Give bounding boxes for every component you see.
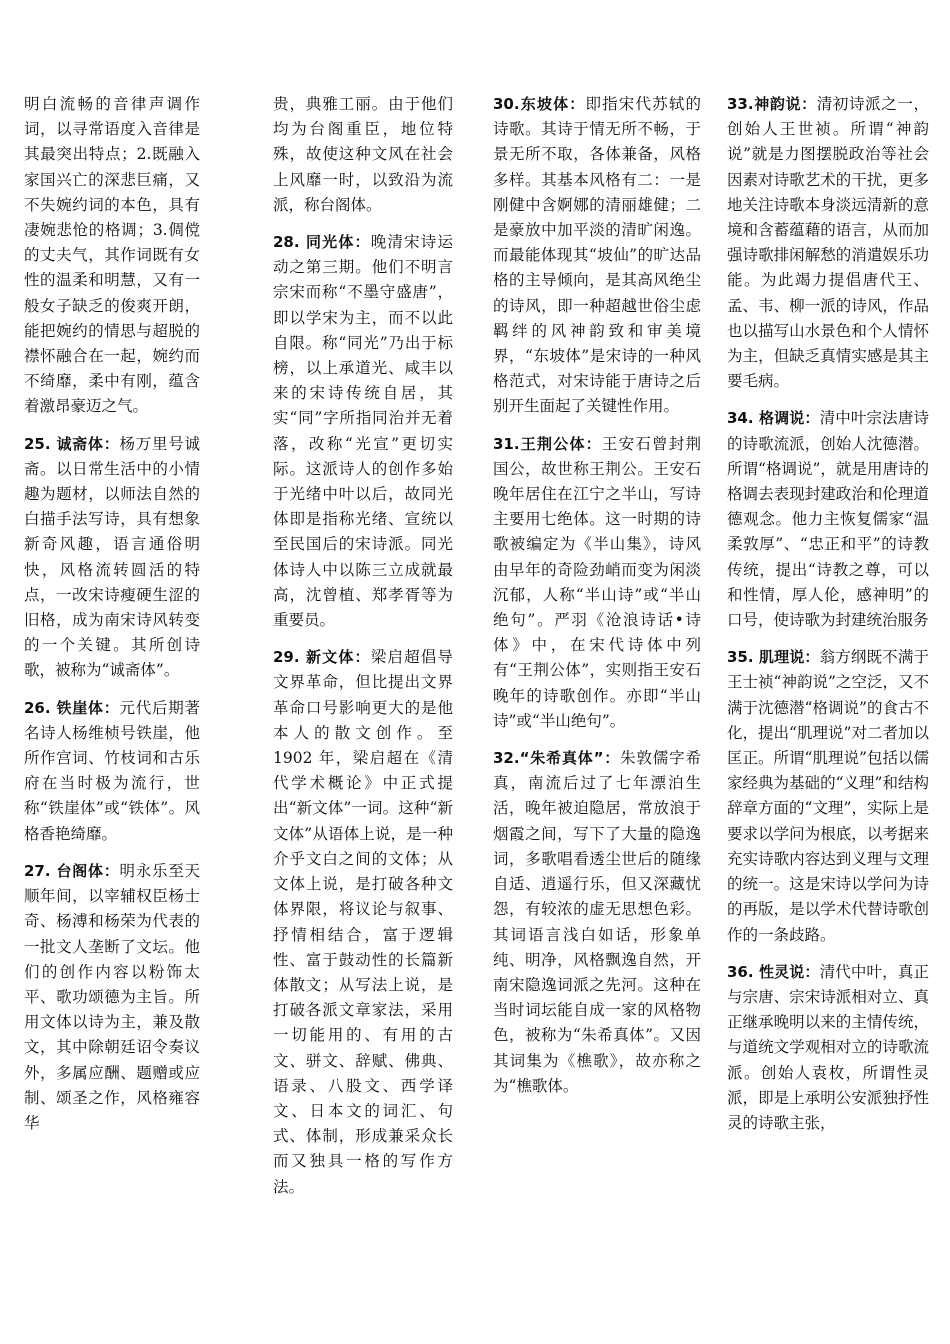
paragraph-text: 即指宋代苏轼的诗歌。其诗于情无所不畅，于景无所不取，各体兼备，风格多样。其基本风格有二：一是刚健中含婀娜的清丽雄健；二是豪放中加平淡的清旷闲逸。而最能体现其“坡仙”的旷达品格的主导倾向，是其高风绝尘的诗风，即一种超越世俗尘虑羁绊的风神韵致和审美境界，“东坡体”是宋诗的一种风格范式，对宋诗能于唐诗之后别开生面起了关键性作用。 (493, 95, 701, 416)
term-heading: 27. 台阁体： (24, 861, 120, 880)
paragraph-text: 元代后期著名诗人杨维桢号铁崖，他所作宫词、竹枝词和古乐府在当时极为流行，世称“铁崖体”或“铁体”。风格香艳绮靡。 (24, 698, 200, 843)
paragraph-text: 清代中叶，真正与宗唐、宗宋诗派相对立、真正继承晚明以来的主情传统，与道统文学观相对立的诗歌流派。创始人袁枚，所谓性灵派，即是上承明公安派独抒性灵的诗歌主张， (727, 962, 929, 1132)
term-heading: 33.神韵说： (727, 95, 817, 113)
term-heading: 34. 格调说： (727, 409, 820, 428)
term-heading: 35. 肌理说： (727, 648, 820, 667)
paragraph-text: 王安石曾封荆国公，故世称王荆公。王安石晚年居住在江宁之半山，写诗主要用七绝体。这一时期的诗歌被编定为《半山集》，诗风由早年的奇险劲峭而变为闲淡沉郁，人称“半山诗”或“半山绝句”。严羽《沧浪诗话•诗体》中，在宋代诗体中列有“王荆公体”，实则指王安石晚年的诗歌创作。亦即“半山诗”或“半山绝句”。 (493, 434, 701, 730)
paragraph-text: 杨万里号诚斋。以日常生活中的小情趣为题材，以师法自然的白描手法写诗，具有想象新奇风趣，语言通俗明快，风格流转圆活的特点，一改宋诗瘦硬生涩的旧格，成为南宋诗风转变的一个关键。其所创诗歌，被称为“诚斋体”。 (24, 434, 200, 680)
paragraph-tieya-ti (24, 696, 200, 847)
paragraph-chengzhai-ti (24, 432, 200, 684)
term-heading: 26. 铁崖体： (24, 698, 120, 717)
paragraph-xingling-shuo (727, 960, 929, 1136)
term-heading: 36. 性灵说： (727, 962, 820, 981)
paragraph-jili-shuo (727, 645, 929, 947)
paragraph-text: 清中叶宗法唐诗的诗歌流派，创始人沈德潜。所谓“格调说”，就是用唐诗的格调去表现封建政治和伦理道德观念。他力主恢复儒家“温柔敦厚”、“忠正和平”的诗教传统，提出“诗教之尊，可以和性情，厚人伦，感神明”的口号，使诗歌为封建统治服务 (727, 409, 929, 630)
paragraph-wangjinggong-ti (493, 432, 701, 734)
term-heading: 25. 诚斋体： (24, 434, 120, 453)
term-heading: 30.东坡体： (493, 95, 586, 113)
term-heading: 32.“朱希真体”： (493, 749, 621, 768)
paragraph-continuation (24, 92, 200, 420)
paragraph-gediao-shuo (727, 406, 929, 633)
paragraph-shenyun-shuo (727, 92, 929, 394)
term-heading: 29. 新文体： (273, 648, 371, 667)
paragraph-zhuxizhen-ti (493, 746, 701, 1099)
paragraph-text: 翁方纲既不满于王士祯“神韵说”之空泛，又不满于沈德潜“格调说”的食古不化，提出“肌理说”对二者加以匡正。所谓“肌理说”包括以儒家经典为基础的“义理”和结构辞章方面的“文理”，实际上是要求以学问为根底，以考据来充实诗歌内容达到义理与文理的统一。这是宋诗以学问为诗的再版，是以学术代替诗歌创作的一条歧路。 (727, 648, 929, 944)
paragraph-text: 朱敦儒字希真，南流后过了七年漂泊生活，晚年被迫隐居，常放浪于烟霞之间，写下了大量的隐逸词，多歌唱看透尘世后的随缘自适、逍遥行乐，但又深藏忧怨，有较浓的虚无思想色彩。其词语言浅白如话，形象单纯、明净，风格飘逸自然，开南宋隐逸词派之先河。这种在当时词坛能自成一家的风格物色，被称为“朱希真体”。又因其词集为《樵歌》，故亦称之为“樵歌体。 (493, 749, 701, 1095)
text-column-3 (493, 92, 701, 1111)
paragraph-tongguang-ti (273, 230, 453, 633)
paragraph-text: 梁启超倡导文界革命，但比提出文界革命口号影响更大的是他本人的散文创作。至 1902 年，梁启超在《清代学术概论》中正式提出“新文体”一词。这种“新文体”从语体上说，是一种介乎文白之间的文体；从文体上说，是打破各种文体界限，将议论与叙事、抒情相结合，富于逻辑性、富于鼓动性的长篇新体散文；从写法上说，是打破各派文章家法，采用一切能用的、有用的古文、骈文、辞赋、佛典、语录、八股文、西学译文、日本文的词汇、句式、体制，形成兼采众长而又独具一格的写作方法。 (273, 648, 453, 1196)
paragraph-xinwen-ti (273, 645, 453, 1199)
paragraph-text: 贵，典雅工丽。由于他们均为台阁重臣，地位特殊，故使这种文风在社会上风靡一时，以致沿为流派，称台阁体。 (273, 95, 453, 214)
paragraph-text: 晚清宋诗运动之第三期。他们不明言宗宋而称“不墨守盛唐”，即以学宋为主，而不以此自限。称“同光”乃出于标榜，以上承道光、咸丰以来的宋诗传统自居，其实“同”字所指同治并无着落，改称“光宣”更切实际。这派诗人的创作多始于光绪中叶以后，故同光体即是指称光绪、宣统以至民国后的宋诗派。同光体诗人中以陈三立成就最高，沈曾植、郑孝胥等为重要员。 (273, 233, 453, 630)
paragraph-taige-ti (24, 859, 200, 1136)
paragraph-dongpo-ti (493, 92, 701, 420)
paragraph-text: 清初诗派之一，创始人王世祯。所谓“神韵说”就是力图摆脱政治等社会因素对诗歌艺术的干扰，更多地关注诗歌本身淡远清新的意境和含蓄蕴藉的语言，从而加强诗歌排闲解愁的消遣娱乐功能。为此竭力提倡唐代王、孟、韦、柳一派的诗风，作品也以描写山水景色和个人情怀为主，但缺乏真情实感是其主要毛病。 (727, 95, 929, 391)
paragraph-continuation (273, 92, 453, 218)
text-column-2 (273, 92, 453, 1212)
text-column-4 (727, 92, 929, 1148)
term-heading: 28. 同光体： (273, 233, 371, 252)
term-heading: 31.王荆公体： (493, 434, 602, 453)
paragraph-text: 明永乐至天顺年间，以宰辅权臣杨士奇、杨溥和杨荣为代表的一批文人垄断了文坛。他们的创作内容以粉饰太平、歌功颂德为主旨。所用文体以诗为主，兼及散文，其中除朝廷诏令奏议外，多属应酬、题赠或应制、颂圣之作，风格雍容华 (24, 861, 200, 1132)
paragraph-text: 明白流畅的音律声调作词，以寻常语度入音律是其最突出特点；2.既融入家国兴亡的深悲巨痛，又不失婉约词的本色，具有凄婉悲怆的格调；3.倜傥的丈夫气，其作词既有女性的温柔和明慧，又有一般女子缺乏的俊爽开朗，能把婉约的情思与超脱的襟怀融合在一起，婉约而不绮靡，柔中有刚，蕴含着激昂豪迈之气。 (24, 95, 200, 416)
text-column-1 (24, 92, 200, 1148)
